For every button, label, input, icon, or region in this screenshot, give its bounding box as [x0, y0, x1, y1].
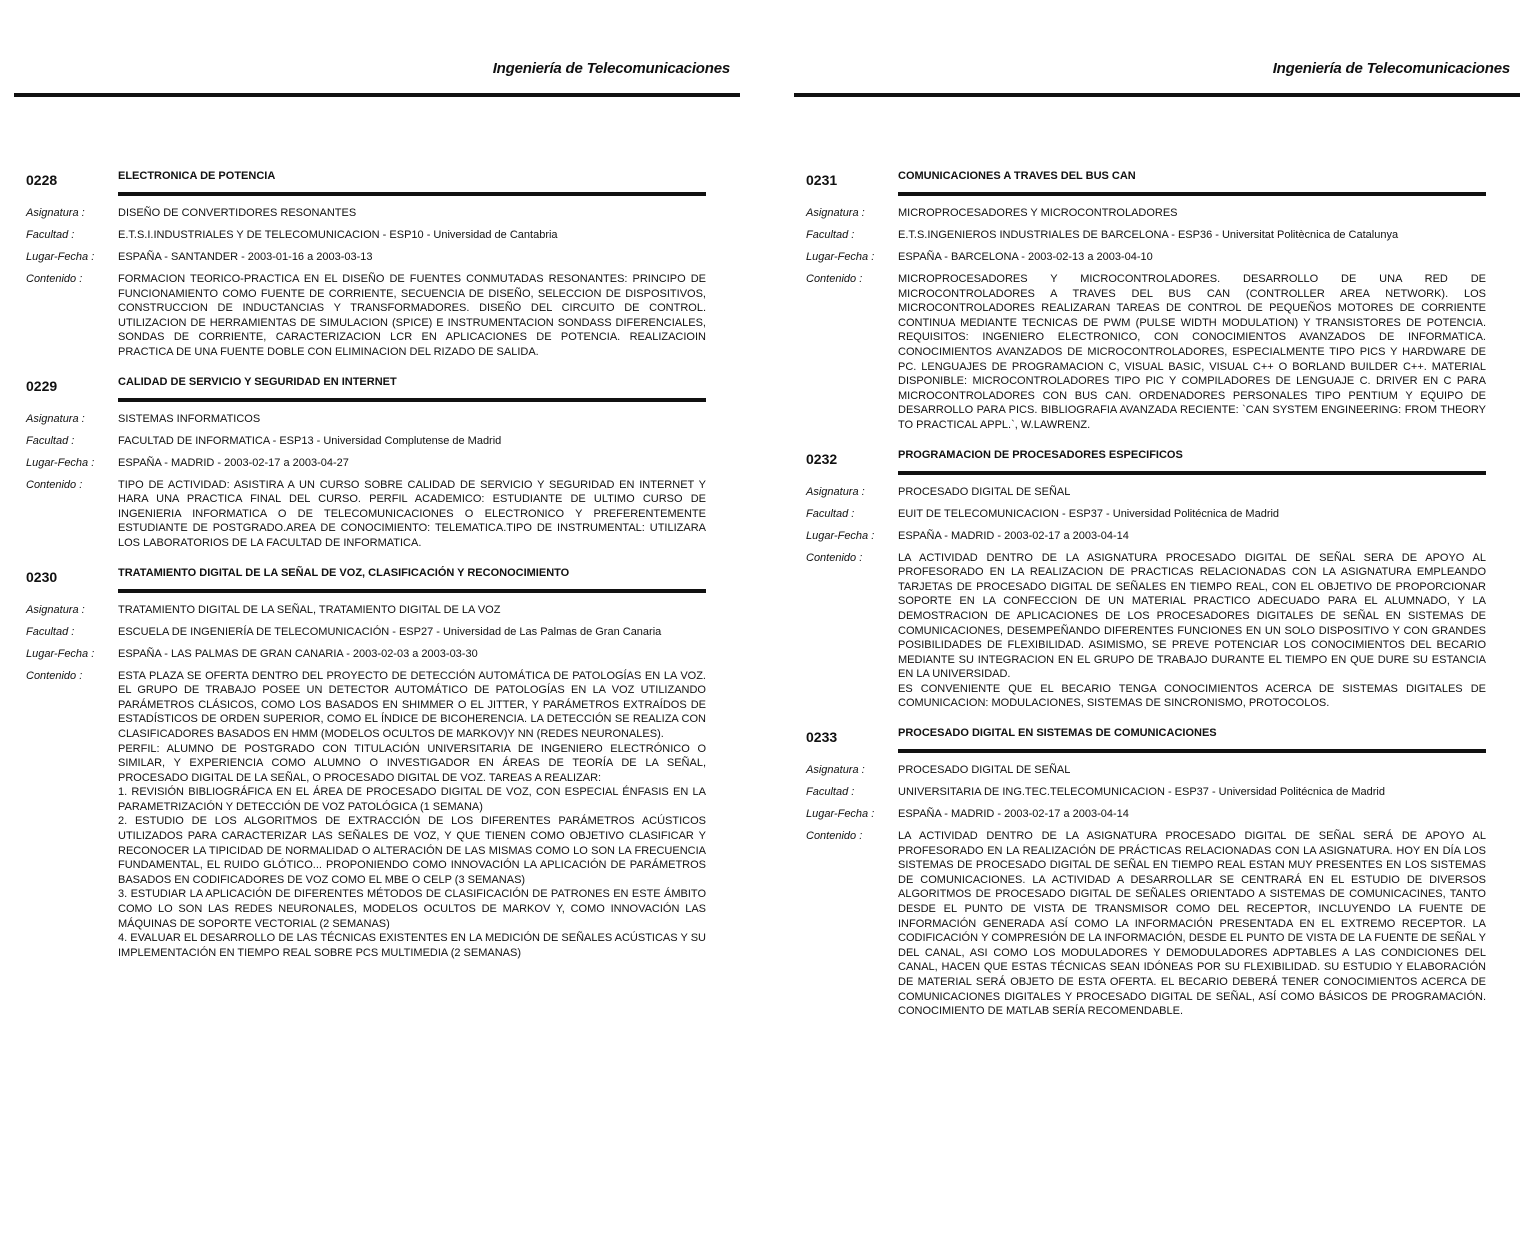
entry-rule — [118, 589, 706, 593]
field-value: ESPAÑA - MADRID - 2003-02-17 a 2003-04-14 — [898, 808, 1129, 821]
entry-title: TRATAMIENTO DIGITAL DE LA SEÑAL DE VOZ, CLASIFICACIÓN Y RECONOCIMIENTO — [118, 566, 570, 579]
field-label: Contenido : — [26, 669, 83, 682]
entry-rule — [118, 192, 706, 196]
field-facultad — [806, 228, 1486, 243]
field-lugar-fecha — [806, 250, 1486, 265]
field-lugar-fecha — [26, 456, 706, 471]
field-value: ESPAÑA - LAS PALMAS DE GRAN CANARIA - 2003-02-03 a 2003-03-30 — [118, 647, 478, 660]
entry-header — [806, 447, 1486, 469]
entries-list — [26, 168, 706, 974]
page-header-title: Ingeniería de Telecomunicaciones — [492, 60, 730, 77]
field-value: E.T.S.I.INDUSTRIALES Y DE TELECOMUNICACION - ESP10 - Universidad de Cantabria — [118, 229, 558, 241]
field-value: DISEÑO DE CONVERTIDORES RESONANTES — [118, 207, 357, 219]
field-contenido — [806, 829, 1486, 1019]
entry-rule — [898, 471, 1486, 475]
field-asignatura — [26, 206, 706, 221]
field-value: FACULTAD DE INFORMATICA - ESP13 - Universidad Complutense de Madrid — [118, 434, 502, 447]
field-value: TRATAMIENTO DIGITAL DE LA SEÑAL, TRATAMIENTO DIGITAL DE LA VOZ — [118, 603, 501, 616]
field-contenido — [26, 478, 706, 551]
field-label: Asignatura : — [26, 603, 85, 616]
field-value: TIPO DE ACTIVIDAD: ASISTIRA A UN CURSO SOBRE CALIDAD DE SERVICIO Y SEGURIDAD EN INTERNET Y HARA UNA PRACTICA FINAL DEL CURSO. PERFIL ACADEMICO: ESTUDIANTE DE ULTIMO CURSO DE INGENIERIA INFORMATICA O DE TELECOMUNICACIONES O ELECTRONICO Y PREFERENTEMENTE ESTUDIANTE DE POSTGRADO.AREA DE CONOCIMIENTO: TELEMATICA.TIPO DE INSTRUMENTAL: UTILIZARA LOS LABORATORIOS DE LA FACULTAD DE INFORMATICA. — [118, 478, 706, 549]
field-asignatura — [806, 763, 1486, 778]
entry — [806, 168, 1486, 433]
field-label: Facultad : — [806, 229, 855, 241]
field-label: Asignatura : — [26, 207, 85, 219]
entries-list — [806, 168, 1486, 1033]
field-value: ESCUELA DE INGENIERÍA DE TELECOMUNICACIÓN - ESP27 - Universidad de Las Palmas de Gran Canaria — [118, 625, 662, 638]
field-label: Contenido : — [806, 273, 863, 285]
page-header-title: Ingeniería de Telecomunicaciones — [1272, 60, 1510, 77]
field-value: E.T.S.INGENIEROS INDUSTRIALES DE BARCELONA - ESP36 - Universitat Politècnica de Catalunya — [898, 229, 1399, 241]
field-value: MICROPROCESADORES Y MICROCONTROLADORES — [898, 207, 1178, 219]
header-rule — [794, 93, 1520, 97]
field-facultad — [26, 434, 706, 449]
field-label: Contenido : — [806, 551, 863, 564]
field-value: FORMACION TEORICO-PRACTICA EN EL DISEÑO DE FUENTES CONMUTADAS RESONANTES: PRINCIPO DE FUNCIONAMIENTO COMO FUENTE DE CORRIENTE, SECUENCIA DE DISEÑO, SELECCION DE DISPOSITIVOS, CONSTRUCCION DE INDUCTANCIAS Y TRANSFORMADORES. DISEÑO DEL CIRCUITO DE CONTROL. UTILIZACION DE HERRAMIENTAS DE SIMULACION (SPICE) E INSTRUMENTACION SONDASS DIFERENCIALES, SONDAS DE CORRIENTE, CARACTERIZACION LCR EN APLICACIONES DE POTENCIA. REALIZACIOIN PRACTICA DE UNA FUENTE DOBLE CON ELIMINACION DEL RIZADO DE SALIDA. — [118, 273, 706, 358]
field-lugar-fecha — [26, 250, 706, 265]
entry-title: PROGRAMACION DE PROCESADORES ESPECIFICOS — [898, 448, 1183, 461]
field-asignatura — [806, 206, 1486, 221]
header-rule — [14, 93, 740, 97]
field-label: Facultad : — [26, 434, 75, 447]
entry-code: 0233 — [806, 729, 838, 746]
field-lugar-fecha — [806, 529, 1486, 544]
entry — [806, 725, 1486, 1019]
entry — [26, 168, 706, 360]
field-value: LA ACTIVIDAD DENTRO DE LA ASIGNATURA PROCESADO DIGITAL DE SEÑAL SERA DE APOYO AL PROFESORADO EN LA REALIZACION DE PRACTICAS RELACIONADAS CON LA ASIGNATURA EMPLEANDO TARJETAS DE PROCESADO DIGITAL DE SEÑALES EN TIEMPO REAL, CON EL OBJETIVO DE PROPORCIONAR SOPORTE EN LA CONFECCION DE UN MATERIAL PRACTICO ADECUADO PARA EL ALUMNADO, Y LA DEMOSTRACION DE APLICACIONES DE LOS PROCESADORES DIGITALES DE SEÑAL EN SISTEMAS DE COMUNICACIONES, DESEMPEÑANDO DIFERENTES FUNCIONES EN UN SOLO DISPOSITIVO Y CON GRANDES POSIBILIDADES DE FLEXIBILIDAD. ASIMISMO, SE PREVE POTENCIAR LOS CONOCIMIENTOS DEL BECARIO MEDIANTE SU INTEGRACION EN EL GRUPO DE TRABAJO DURANTE EL TIEMPO EN QUE DURE SU ESTANCIA EN LA UNIVERSIDAD. ES CONVENIENTE QUE EL BECARIO TENGA CONOCIMIENTOS ACERCA DE SISTEMAS DIGITALES DE COMUNICACION: MODULACIONES, SISTEMAS DE SINCRONISMO, PROTOCOLOS. — [898, 551, 1486, 710]
field-label: Asignatura : — [26, 412, 85, 425]
field-lugar-fecha — [26, 647, 706, 662]
field-label: Facultad : — [806, 786, 855, 799]
field-facultad — [26, 228, 706, 243]
field-value: MICROPROCESADORES Y MICROCONTROLADORES. DESARROLLO DE UNA RED DE MICROCONTROLADORES A TRAVES DEL BUS CAN (CONTROLLER AREA NETWORK). LOS MICROCONTROLADORES REALIZARAN TAREAS DE CONTROL DE PEQUEÑOS MOTORES DE CORRIENTE CONTINUA MEDIANTE TECNICAS DE PWM (PULSE WIDTH MODULATION) Y TRANSISTORES DE POTENCIA. REQUISITOS: INGENIERO ELECTRONICO, CON CONOCIMIENTOS AVANZADOS DE INFORMATICA. CONOCIMIENTOS AVANZADOS DE MICROCONTROLADORES, ESPECIALMENTE TIPO PICS Y HARDWARE DE PC. LENGUAJES DE PROGRAMACION C, VISUAL BASIC, VISUAL C++ O BORLAND BUILDER C++. MATERIAL DISPONIBLE: MICROCONTROLADORES TIPO PIC Y COMPILADORES DE LENGUAJE C. DRIVER EN C PARA MICROCONTROLADORES CON BUS CAN. ORDENADORES PERSONALES TIPO PENTIUM Y EQUIPO DE DESARROLLO PARA PICS. BIBLIOGRAFIA AVANZADA RECIENTE: `CAN SYSTEM ENGINEERING: FROM THEORY TO PRACTICAL APPL.`, W.LAWRENZ. — [898, 273, 1486, 431]
field-label: Contenido : — [806, 830, 863, 843]
field-value: ESPAÑA - MADRID - 2003-02-17 a 2003-04-14 — [898, 529, 1129, 542]
entry-code: 0228 — [26, 172, 58, 188]
field-value: PROCESADO DIGITAL DE SEÑAL — [898, 764, 1071, 777]
entry-rule — [898, 192, 1486, 196]
field-label: Facultad : — [26, 625, 75, 638]
field-contenido — [26, 272, 706, 360]
field-label: Lugar-Fecha : — [26, 456, 95, 469]
field-label: Contenido : — [26, 478, 83, 491]
field-label: Lugar-Fecha : — [26, 647, 95, 660]
field-value: EUIT DE TELECOMUNICACION - ESP37 - Universidad Politécnica de Madrid — [898, 507, 1280, 520]
entry-code: 0231 — [806, 172, 838, 188]
entry-header — [806, 725, 1486, 747]
field-label: Asignatura : — [806, 485, 865, 498]
field-label: Lugar-Fecha : — [26, 251, 95, 263]
field-facultad — [806, 785, 1486, 800]
field-value: UNIVERSITARIA DE ING.TEC.TELECOMUNICACION - ESP37 - Universidad Politécnica de Madrid — [898, 786, 1385, 799]
entry-code: 0232 — [806, 450, 838, 467]
entry-title: CALIDAD DE SERVICIO Y SEGURIDAD EN INTERNET — [118, 375, 397, 388]
field-asignatura — [26, 603, 706, 618]
field-lugar-fecha — [806, 807, 1486, 822]
field-value: PROCESADO DIGITAL DE SEÑAL — [898, 485, 1071, 498]
entry-title: ELECTRONICA DE POTENCIA — [118, 170, 276, 182]
entry-header — [806, 168, 1486, 190]
entry-rule — [118, 398, 706, 402]
field-label: Contenido : — [26, 273, 83, 285]
right-page — [794, 0, 1520, 1238]
field-asignatura — [806, 485, 1486, 500]
field-contenido — [26, 669, 706, 961]
field-value: ESPAÑA - MADRID - 2003-02-17 a 2003-04-27 — [118, 456, 349, 469]
left-page — [14, 0, 740, 1238]
field-label: Asignatura : — [806, 764, 865, 777]
field-label: Facultad : — [26, 229, 75, 241]
field-facultad — [806, 507, 1486, 522]
field-asignatura — [26, 412, 706, 427]
field-value: ESPAÑA - SANTANDER - 2003-01-16 a 2003-03-13 — [118, 251, 373, 263]
field-label: Lugar-Fecha : — [806, 808, 875, 821]
entry-title: PROCESADO DIGITAL EN SISTEMAS DE COMUNICACIONES — [898, 727, 1217, 740]
field-value: ESPAÑA - BARCELONA - 2003-02-13 a 2003-04-10 — [898, 251, 1153, 263]
entry-code: 0230 — [26, 568, 58, 585]
field-value: LA ACTIVIDAD DENTRO DE LA ASIGNATURA PROCESADO DIGITAL DE SEÑAL SERÁ DE APOYO AL PROFESORADO EN LA REALIZACIÓN DE PRÁCTICAS RELACIONADAS CON LA ASIGNATURA. HOY EN DÍA LOS SISTEMAS DE PROCESADO DIGITAL DE SEÑAL EN TIEMPO REAL ESTAN MUY PRESENTES EN LOS SISTEMAS DE COMUNICACIONES. LA ACTIVIDAD A DESARROLLAR SE CENTRARÁ EN EL ESTUDIO DE DIVERSOS ALGORITMOS DE PROCESADO DIGITAL DE SEÑALES ORIENTADO A SISTEMAS DE COMUNICACINES, TANTO DESDE EL PUNTO DE VISTA DE TRANSMISOR COMO DEL RECEPTOR, INCLUYENDO LA FUENTE DE INFORMACIÓN GENERADA ASÍ COMO LA INFORMACIÓN PRESENTADA EN EL EXTREMO RECEPTOR. LA CODIFICACIÓN Y COMPRESIÓN DE LA INFORMACIÓN, DESDE EL PUNTO DE VISTA DE LA FUENTE DE SEÑAL Y DEL CANAL, ASI COMO LOS MODULADORES Y DEMODULADORES ADPTABLES A LAS CONDICIONES DEL CANAL, HACEN QUE ESTAS TÉCNICAS SEAN IDÓNEAS POR SU FLEXIBILIDAD. SU ESTUDIO Y ELABORACIÓN DE MATERIAL SERÁ OBJETO DE ESTA OFERTA. EL BECARIO DEBERÁ TENER CONOCIMIENTOS ACERCA DE COMUNICACIONES DIGITALES Y PROCESADO DIGITAL DE SEÑAL, ASÍ COMO BÁSICOS DE PROGRAMACIÓN. CONOCIMIENTO DE MATLAB SERÍA RECOMENDABLE. — [898, 830, 1486, 1018]
field-value: ESTA PLAZA SE OFERTA DENTRO DEL PROYECTO DE DETECCIÓN AUTOMÁTICA DE PATOLOGÍAS EN LA VOZ. EL GRUPO DE TRABAJO POSEE UN DETECTOR AUTOMÁTICO DE PATOLOGÍAS EN LA VOZ UTILIZANDO PARÁMETROS CLÁSICOS, COMO LOS BASADOS EN SHIMMER O EL JITTER, Y PARÁMETROS EXTRAÍDOS DE ESTADÍSTICOS DE ORDEN SUPERIOR, COMO EL ÍNDICE DE BICOHERENCIA. LA DETECCIÓN SE REALIZA CON CLASIFICADORES BASADOS EN HMM (MODELOS OCULTOS DE MARKOV)Y NN (REDES NEURONALES). PERFIL: ALUMNO DE POSTGRADO CON TITULACIÓN UNIVERSITARIA DE INGENIERO ELECTRÓNICO O SIMILAR, Y EXPERIENCIA COMO ALUMNO O INVESTIGADOR EN ÁREAS DE TEORÍA DE LA SEÑAL, PROCESADO DIGITAL DE LA SEÑAL, O PROCESADO DIGITAL DE VOZ. TAREAS A REALIZAR: 1. REVISIÓN BIBLIOGRÁFICA EN EL ÁREA DE PROCESADO DIGITAL DE VOZ, CON ESPECIAL ÉNFASIS EN LA PARAMETRIZACIÓN Y DETECCIÓN DE VOZ PATOLÓGICA (1 SEMANA) 2. ESTUDIO DE LOS ALGORITMOS DE EXTRACCIÓN DE LOS DIFERENTES PARÁMETROS ACÚSTICOS UTILIZADOS PARA CARACTERIZAR LAS SEÑALES DE VOZ, Y QUE TIENEN COMO OBJETIVO CLASIFICAR Y RECONOCER LA TIPICIDAD DE NORMALIDAD O ALTERACIÓN DE LAS MISMAS COMO LO SON LA FRECUENCIA FUNDAMENTAL, EL RUIDO GLÓTICO... PROPONIENDO COMO INNOVACIÓN LA APLICACIÓN DE PARÁMETROS BASADOS EN CODIFICADORES DE VOZ COMO EL MBE O CELP (3 SEMANAS) 3. ESTUDIAR LA APLICACIÓN DE DIFERENTES MÉTODOS DE CLASIFICACIÓN DE PATRONES EN ESTE ÁMBITO COMO LO SON LAS REDES NEURONALES, MODELOS OCULTOS DE MARKOV Y, COMO INNOVACIÓN LAS MÁQUINAS DE SOPORTE VECTORIAL (2 SEMANAS) 4. EVALUAR EL DESARROLLO DE LAS TÉCNICAS EXISTENTES EN LA MEDICIÓN DE SEÑALES ACÚSTICAS Y SU IMPLEMENTACIÓN EN TIEMPO REAL SOBRE PCS MULTIMEDIA (2 SEMANAS) — [118, 669, 706, 959]
field-label: Asignatura : — [806, 207, 865, 219]
entry-header — [26, 565, 706, 587]
field-label: Lugar-Fecha : — [806, 529, 875, 542]
field-label: Lugar-Fecha : — [806, 251, 875, 263]
entry — [26, 565, 706, 961]
field-facultad — [26, 625, 706, 640]
entry — [26, 374, 706, 551]
entry-title: COMUNICACIONES A TRAVES DEL BUS CAN — [898, 170, 1136, 182]
entry — [806, 447, 1486, 712]
field-value: SISTEMAS INFORMATICOS — [118, 412, 261, 425]
field-contenido — [806, 272, 1486, 433]
entry-header — [26, 374, 706, 396]
entry-code: 0229 — [26, 377, 58, 394]
field-contenido — [806, 551, 1486, 712]
entry-header — [26, 168, 706, 190]
entry-rule — [898, 749, 1486, 753]
field-label: Facultad : — [806, 507, 855, 520]
